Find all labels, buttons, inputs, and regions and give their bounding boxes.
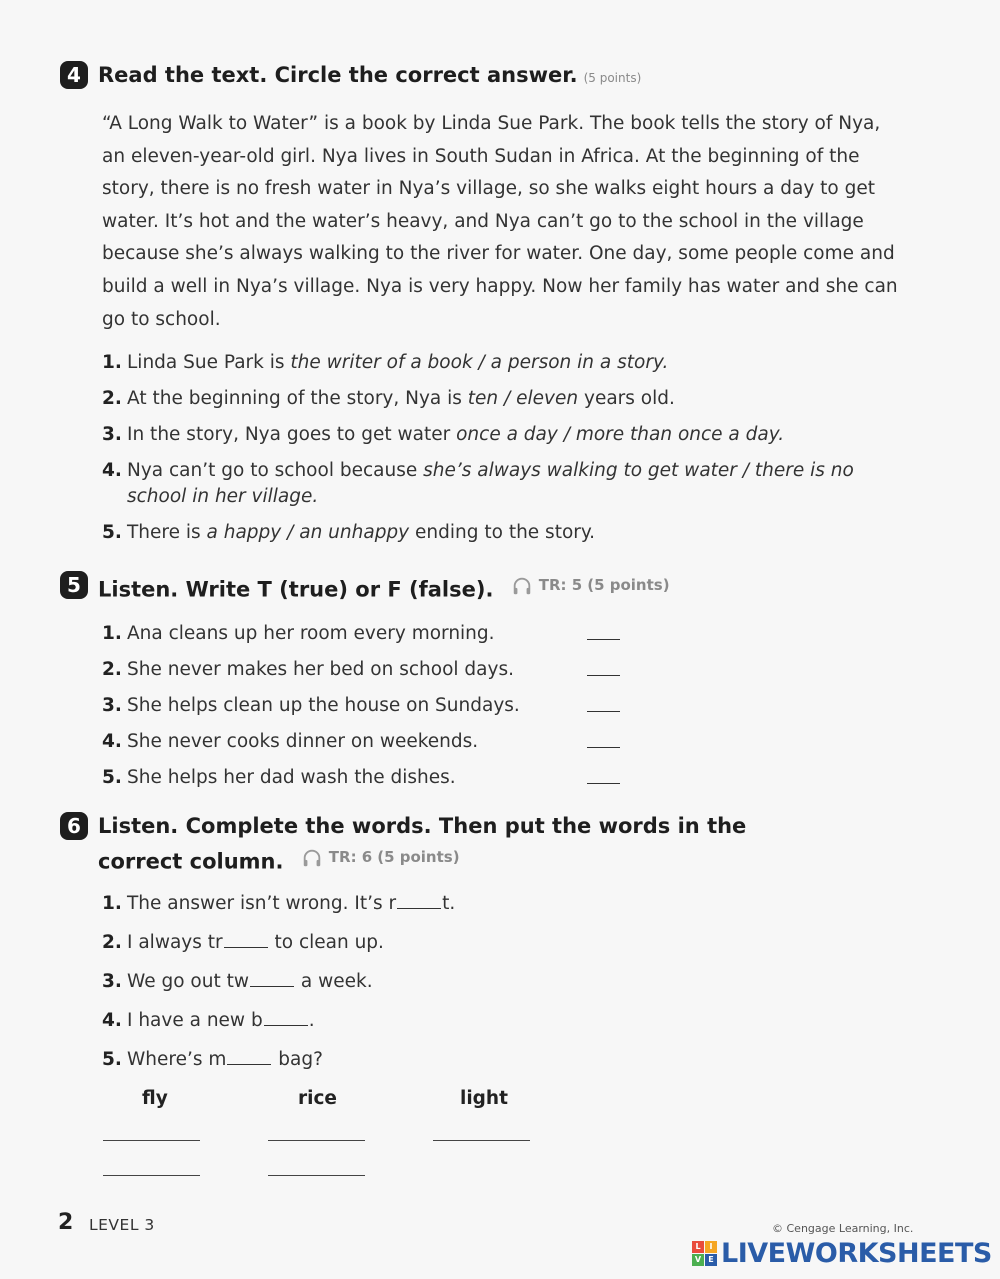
track-label: TR: 6 — [328, 848, 373, 866]
question-number: 5. — [102, 522, 122, 543]
list-item — [102, 766, 622, 802]
statement-text: She never cooks dinner on weekends. — [127, 731, 479, 752]
sentence-start: The answer isn’t wrong. It’s r — [127, 893, 397, 914]
question-text: At the beginning of the story, Nya is — [127, 388, 468, 409]
answer-options[interactable]: the writer of a book / a person in a story. — [290, 352, 669, 373]
list-item — [102, 622, 622, 658]
question-number: 3. — [102, 424, 122, 445]
answer-blank[interactable] — [587, 711, 620, 712]
reading-passage: “A Long Walk to Water” is a book by Linda Sue Park. The book tells the story of Nya, an eleven-year-old girl. Nya lives in South Sudan in Africa. At the beginning of the story, there is no fresh water in Nya’s village, so she walks eight hours a day to get water. It’s hot and the water’s heavy, and Nya can’t go to the school in the village because she’s always walking to the river for water. One day, some people come and build a well in Nya’s village. Nya is very happy. Now her family has water and she can go to school. — [102, 113, 898, 330]
section-4-header — [60, 60, 641, 94]
list-item — [102, 892, 455, 931]
complete-words-list — [102, 892, 455, 1087]
copyright-text: © Cengage Learning, Inc. — [772, 1222, 914, 1235]
answer-options[interactable]: a happy / an unhappy — [206, 522, 410, 543]
answer-blank[interactable] — [587, 639, 620, 640]
answer-blank[interactable] — [587, 675, 620, 676]
question-text: Linda Sue Park is — [127, 352, 291, 373]
question-text-end: years old. — [578, 388, 675, 409]
level-label: LEVEL 3 — [89, 1216, 155, 1234]
sentence-end: bag? — [272, 1049, 323, 1070]
page-number: 2 — [58, 1210, 74, 1235]
points-label: (5 points) — [583, 71, 642, 85]
question-number: 2. — [102, 659, 122, 680]
points-label: (5 points) — [587, 576, 670, 594]
column-answer-line[interactable] — [268, 1175, 365, 1176]
word-blank[interactable] — [227, 1063, 271, 1065]
list-item — [102, 386, 902, 412]
track-label: TR: 5 — [538, 576, 583, 594]
headphones-icon — [511, 575, 533, 597]
question-number: 1. — [102, 623, 122, 644]
question-number: 4. — [102, 1010, 122, 1031]
column-header-light: light — [460, 1088, 508, 1109]
section-title: Listen. Write T (true) or F (false). — [98, 577, 494, 602]
sentence-start: I have a new b — [127, 1010, 263, 1031]
question-number: 2. — [102, 388, 122, 409]
section-number-badge: 6 — [60, 812, 88, 840]
statement-text: Ana cleans up her room every morning. — [127, 623, 495, 644]
list-item — [102, 458, 902, 510]
sentence-start: I always tr — [127, 932, 223, 953]
sentence-end: to clean up. — [268, 932, 384, 953]
answer-blank[interactable] — [587, 783, 620, 784]
question-number: 1. — [102, 352, 122, 373]
section-6-header — [60, 811, 746, 878]
question-number: 4. — [102, 460, 122, 481]
brand-name: LIVEWORKSHEETS — [721, 1238, 992, 1269]
question-number: 3. — [102, 971, 122, 992]
section-title-line2: correct column. — [98, 849, 284, 874]
word-blank[interactable] — [250, 985, 294, 987]
question-number: 5. — [102, 1049, 122, 1070]
question-number: 3. — [102, 695, 122, 716]
section-number-badge: 4 — [60, 61, 88, 89]
question-text: Nya can’t go to school because — [127, 460, 424, 481]
section-5-header — [60, 570, 670, 606]
list-item — [102, 1009, 455, 1048]
question-text: There is — [127, 522, 207, 543]
sentence-start: We go out tw — [127, 971, 249, 992]
section-title-line1: Listen. Complete the words. Then put the words in the — [98, 814, 747, 838]
statement-text: She never makes her bed on school days. — [127, 659, 514, 680]
list-item — [102, 931, 455, 970]
list-item — [102, 520, 902, 546]
list-item — [102, 658, 622, 694]
word-blank[interactable] — [224, 946, 268, 948]
section-number-badge: 5 — [60, 571, 88, 599]
question-number: 1. — [102, 893, 122, 914]
points-label: (5 points) — [377, 848, 460, 866]
question-number: 4. — [102, 731, 122, 752]
column-answer-line[interactable] — [103, 1140, 200, 1141]
sentence-end: . — [308, 1010, 315, 1031]
word-blank[interactable] — [397, 907, 441, 909]
sentence-end: t. — [442, 893, 456, 914]
question-number: 5. — [102, 767, 122, 788]
sentence-start: Where’s m — [127, 1049, 227, 1070]
brand-logo-icon: L I V E — [692, 1241, 717, 1266]
list-item — [102, 970, 455, 1009]
column-answer-line[interactable] — [268, 1140, 365, 1141]
column-header-fly: fly — [142, 1088, 168, 1109]
question-text-end: ending to the story. — [409, 522, 596, 543]
column-answer-line[interactable] — [433, 1140, 530, 1141]
circle-answer-list — [102, 350, 902, 556]
statement-text: She helps clean up the house on Sundays. — [127, 695, 520, 716]
liveworksheets-logo — [692, 1238, 992, 1269]
list-item — [102, 730, 622, 766]
statement-text: She helps her dad wash the dishes. — [127, 767, 456, 788]
column-header-rice: rice — [298, 1088, 337, 1109]
word-blank[interactable] — [264, 1024, 308, 1026]
list-item — [102, 694, 622, 730]
true-false-list — [102, 622, 622, 802]
column-answer-line[interactable] — [103, 1175, 200, 1176]
list-item — [102, 422, 902, 448]
answer-options[interactable]: once a day / more than once a day. — [456, 424, 785, 445]
list-item — [102, 1048, 455, 1087]
section-title: Read the text. Circle the correct answer. — [98, 63, 578, 87]
answer-blank[interactable] — [587, 747, 620, 748]
sentence-end: a week. — [294, 971, 373, 992]
answer-options[interactable]: she’s always walking to get water / there is no school in her village. — [127, 460, 854, 507]
answer-options[interactable]: ten / eleven — [467, 388, 579, 409]
question-number: 2. — [102, 932, 122, 953]
headphones-icon — [301, 847, 323, 869]
list-item — [102, 350, 902, 376]
question-text: In the story, Nya goes to get water — [127, 424, 457, 445]
